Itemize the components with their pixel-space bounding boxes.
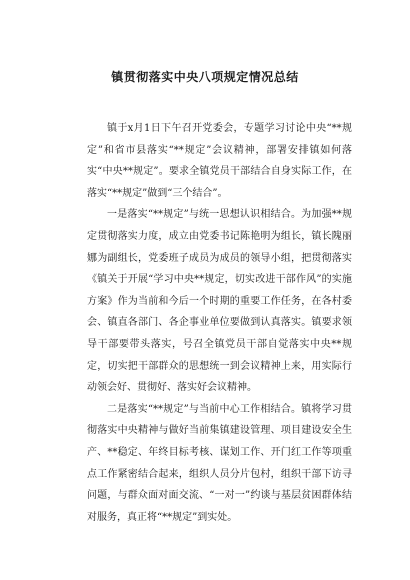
paragraph-point-one: 一是落实“**规定”与统一思想认识相结合。为加强**规定贯彻落实力度，成立由党委书记陈艳明为组长，镇长隗丽娜为副组长，党委班子成员为成员的领导小组，把贯彻落实《镇关于开展“学习中央**规定，切实改进干部作风”的实施方案》作为当前和今后一个时期的重要工作任务，在各村委会、镇直各部门、各企事业单位要做到认真落实。镇要求领导干部要带头落实，号召全镇党员干部自觉落实中央**规定，切实把干部群众的思想统一到会议精神上来，用实际行动领会好、贯彻好、落实好会议精神。 xyxy=(87,209,352,394)
document-body xyxy=(87,118,352,528)
paragraph-intro: 镇于x月1日下午召开党委会，专题学习讨论中央“**规定”和省市县落实“**规定”会议精神，部署安排镇如何落实“中央**规定”。要求全镇党员干部结合自身实际工作，在落实“**规定”做到“三个结合”。 xyxy=(87,123,352,199)
document-title: 镇贯彻落实中央八项规定情况总结 xyxy=(111,70,299,84)
paragraph-point-two: 二是落实“**规定”与当前中心工作相结合。镇将学习贯彻落实中央精神与做好当前集镇建设管理、项目建设安全生产、**稳定、年终目标考核、谋划工作、开门红工作等项重点工作紧密结合起来，组织人员分片包村，组织干部下访寻问题，与群众面对面交流、“一对一”约谈与基层贫困群体结对服务，真正将“**规定”到实处。 xyxy=(87,403,352,523)
